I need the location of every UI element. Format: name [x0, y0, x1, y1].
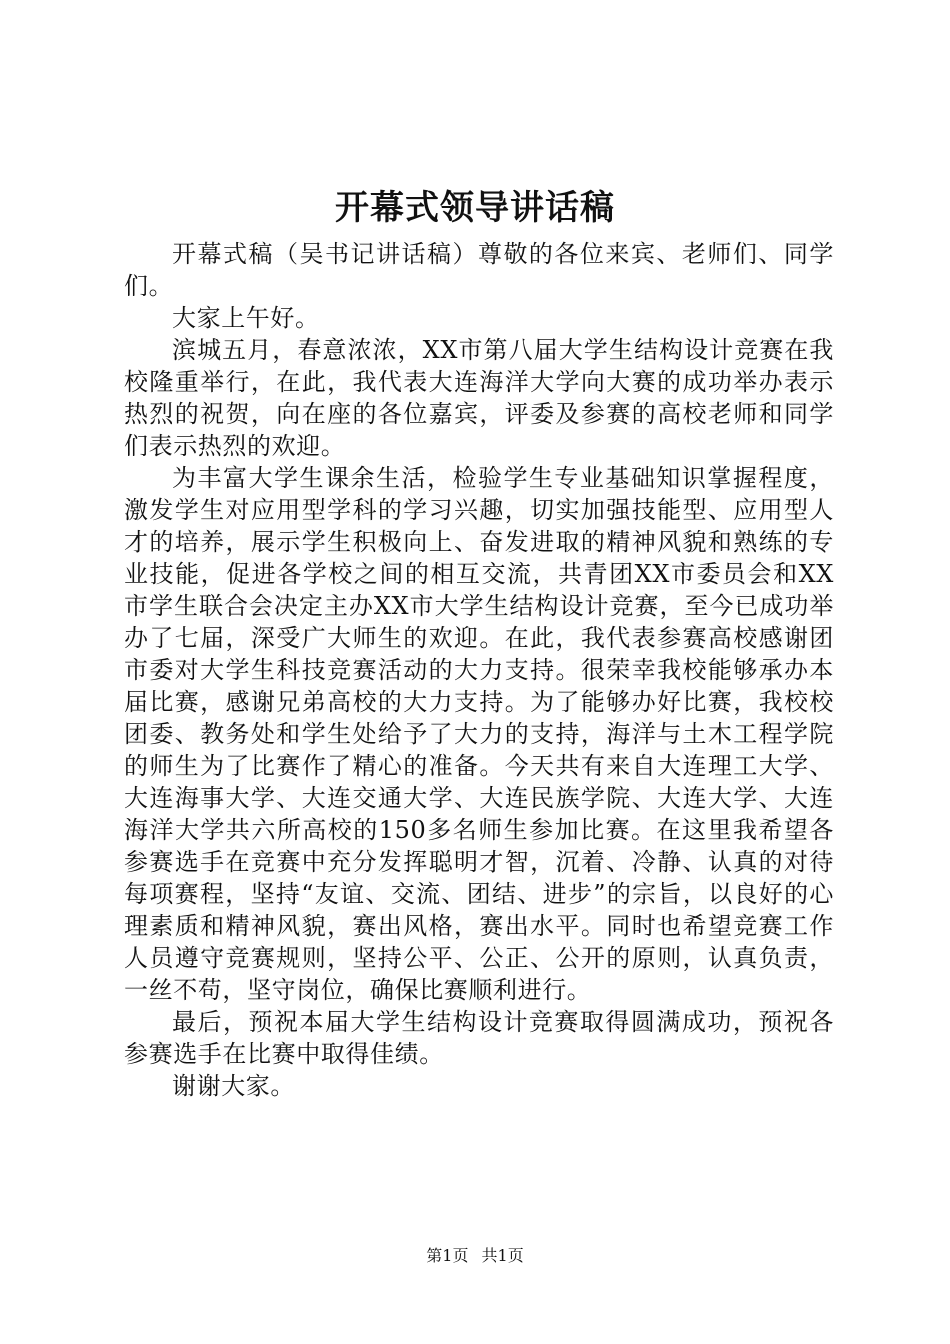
paragraph-congratulations: 滨城五月，春意浓浓，XX市第八届大学生结构设计竞赛在我校隆重举行，在此，我代表大连海洋大学向大赛的成功举办表示热烈的祝贺，向在座的各位嘉宾，评委及参赛的高校老师和同学们表示热烈的欢迎。: [124, 336, 834, 460]
paragraph-greeting: 开幕式稿（吴书记讲话稿）尊敬的各位来宾、老师们、同学们。: [124, 240, 834, 300]
page-number: 第1页: [426, 1246, 469, 1265]
paragraph-main-body: 为丰富大学生课余生活，检验学生专业基础知识掌握程度，激发学生对应用型学科的学习兴趣，切实加强技能型、应用型人才的培养，展示学生积极向上、奋发进取的精神风貌和熟练的专业技能，促进各学校之间的相互交流，共青团XX市委员会和XX市学生联合会决定主办XX市大学生结构设计竞赛，至今已成功举办了七届，深受广大师生的欢迎。在此，我代表参赛高校感谢团市委对大学生科技竞赛活动的大力支持。很荣幸我校能够承办本届比赛，感谢兄弟高校的大力支持。为了能够办好比赛，我校校团委、教务处和学生处给予了大力的支持，海洋与土木工程学院的师生为了比赛作了精心的准备。今天共有来自大连理工大学、大连海事大学、大连交通大学、大连民族学院、大连大学、大连海洋大学共六所高校的150多名师生参加比赛。在这里我希望各参赛选手在竞赛中充分发挥聪明才智，沉着、冷静、认真的对待每项赛程，坚持“友谊、交流、团结、进步”的宗旨，以良好的心理素质和精神风貌，赛出风格，赛出水平。同时也希望竞赛工作人员遵守竞赛规则，坚持公平、公正、公开的原则，认真负责，一丝不苟，坚守岗位，确保比赛顺利进行。: [124, 464, 834, 1004]
paragraph-thanks: 谢谢大家。: [172, 1072, 295, 1100]
document-title: 开幕式领导讲话稿: [335, 188, 615, 228]
paragraph-good-morning: 大家上午好。: [172, 304, 320, 332]
page-footer: [0, 1245, 950, 1267]
paragraph-wishes: 最后，预祝本届大学生结构设计竞赛取得圆满成功，预祝各参赛选手在比赛中取得佳绩。: [124, 1008, 834, 1068]
page-total: 共1页: [481, 1246, 524, 1265]
document-body: [124, 238, 834, 1102]
